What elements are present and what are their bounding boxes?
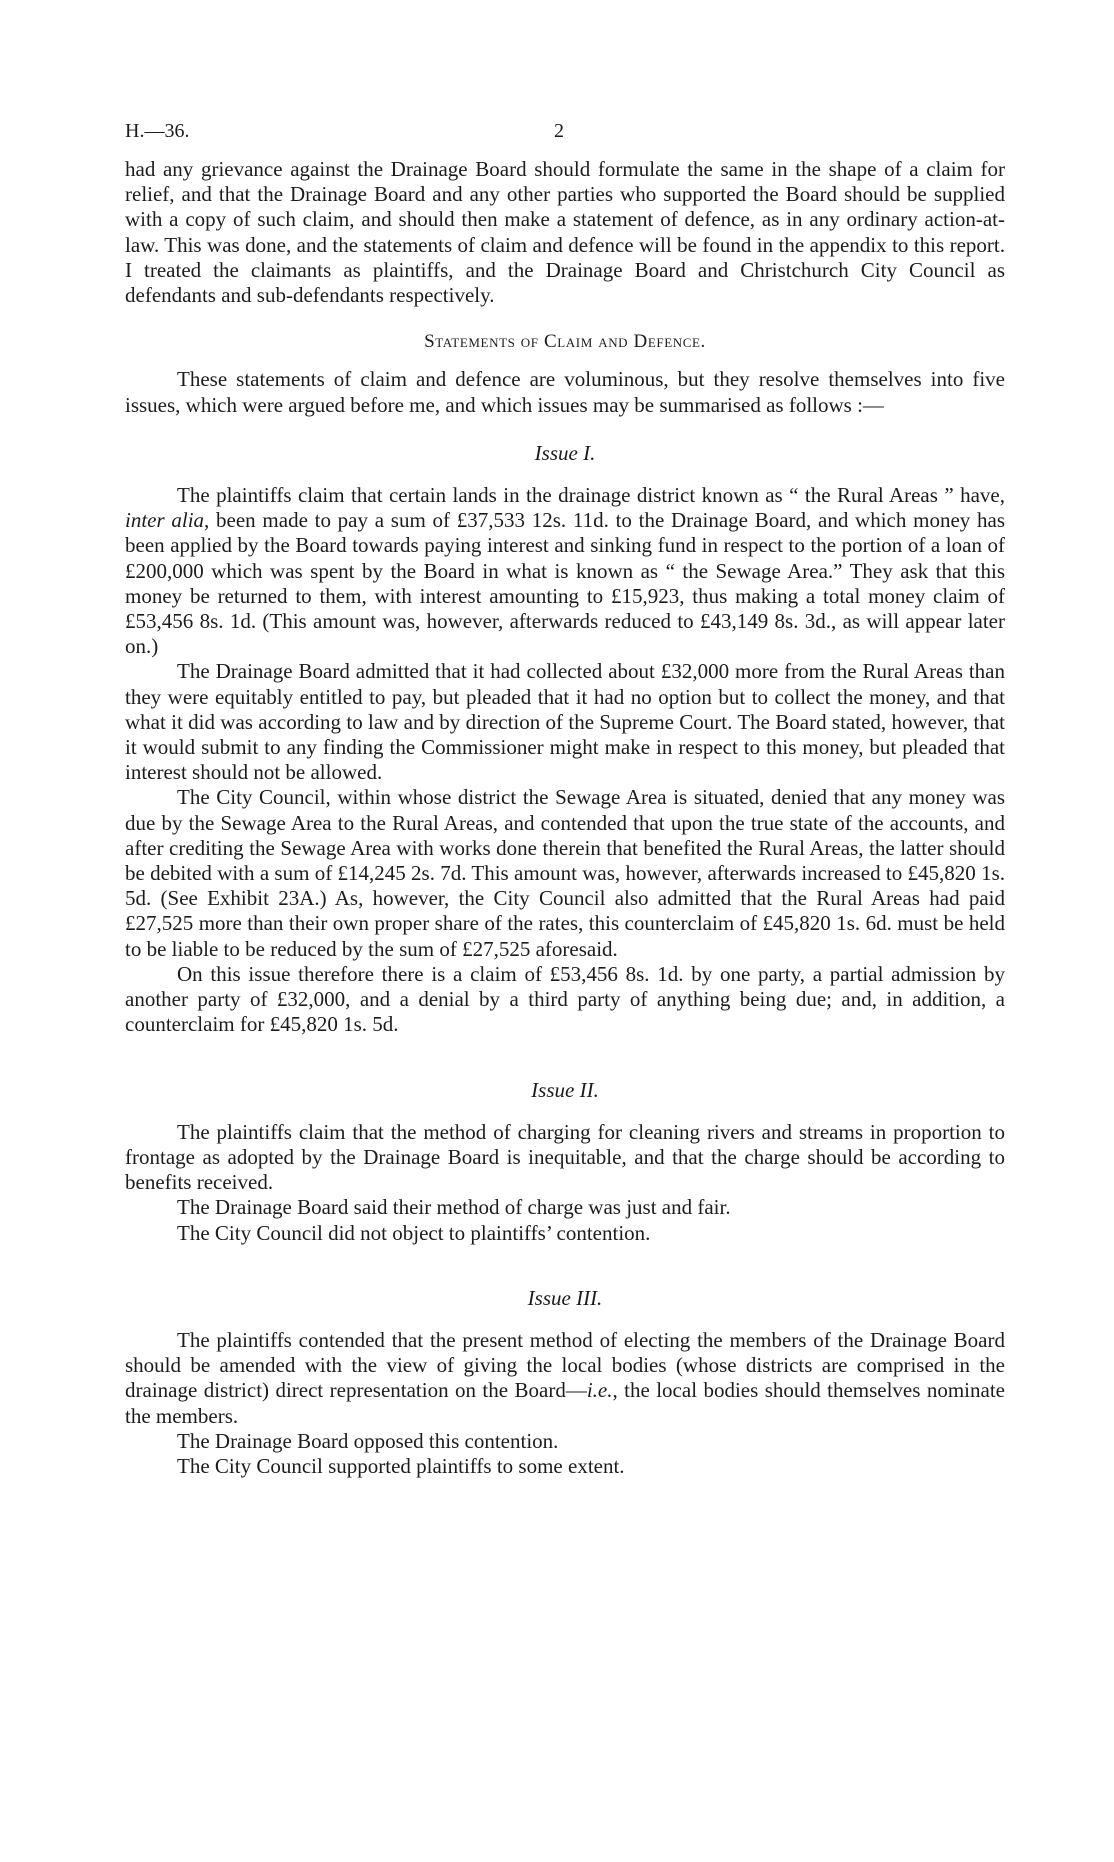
- issue-1-paragraph-4: On this issue therefore there is a claim of £53,456 8s. 1d. by one party, a partial admission by another party of £32,000, and a denial by a third party of anything being due; and, in addition, a counterclaim for £45,820 1s. 5d.: [125, 961, 1005, 1037]
- issue-1-p1-text-b: been made to pay a sum of £37,533 12s. 11d. to the Drainage Board, and which money has been applied by the Board towards paying interest and sinking fund in respect to the portion of a loan of £200,000 which was spent by the Board in what is known as “ the Sewage Area.” They ask that this money be returned to them, with interest amounting to £15,923, thus making a total money claim of £53,456 8s. 1d. (This amount was, however, afterwards reduced to £43,149 8s. 3d., as will appear later on.): [125, 508, 1005, 659]
- report-body: [125, 157, 1005, 1479]
- issue-2-paragraph-3: The City Council did not object to plaintiffs’ contention.: [177, 1220, 651, 1245]
- issue-1-heading: Issue I.: [534, 440, 596, 465]
- issue-1-p1-text-a: The plaintiffs claim that certain lands in the drainage district known as “ the Rural Areas ” have,: [177, 483, 1005, 508]
- issue-3-paragraph-1: [125, 1328, 1005, 1429]
- issue-3-heading: Issue III.: [527, 1285, 603, 1310]
- intro-paragraph: had any grievance against the Drainage Board should formulate the same in the shape of a claim for relief, and that the Drainage Board and any other parties who supported the Board should be supplied with a copy of such claim, and should then make a statement of defence, as in any ordinary action-at-law. This was done, and the statements of claim and defence will be found in the appendix to this report. I treated the claimants as plaintiffs, and the Drainage Board and Christchurch City Council as defendants and sub-defendants respectively.: [125, 157, 1005, 308]
- issue-1-paragraph-1: [125, 483, 1005, 659]
- issue-1-paragraph-2: The Drainage Board admitted that it had collected about £32,000 more from the Rural Areas than they were equitably entitled to pay, but pleaded that it had no option but to collect the money, and that what it did was according to law and by direction of the Supreme Court. The Board stated, however, that it would submit to any finding the Commissioner might make in respect to this money, but pleaded that interest should not be allowed.: [125, 659, 1005, 785]
- issue-2-heading: Issue II.: [531, 1077, 599, 1102]
- report-reference: H.—36.: [125, 120, 190, 142]
- issue-3-paragraph-3: The City Council supported plaintiffs to some extent.: [177, 1453, 625, 1478]
- issue-3-p1-text-b: , the local bodies should themselves nominate the members.: [125, 1378, 1005, 1428]
- issue-1-p1-latin-phrase: inter alia,: [125, 508, 210, 533]
- statements-paragraph: These statements of claim and defence are voluminous, but they resolve themselves into five issues, which were argued before me, and which issues may be summarised as follows :—: [125, 367, 1005, 417]
- issue-3-paragraph-2: The Drainage Board opposed this contention.: [177, 1428, 559, 1453]
- issue-3-p1-abbrev: i.e.: [586, 1378, 613, 1403]
- issue-3-p1-text-a: The plaintiffs contended that the present method of electing the members of the Drainage Board should be amended with the view of giving the local bodies (whose districts are comprised in the drainage district) direct representation on the Board—: [125, 1327, 1005, 1403]
- issue-1-paragraph-3: The City Council, within whose district the Sewage Area is situated, denied that any money was due by the Sewage Area to the Rural Areas, and contended that upon the true state of the accounts, and after crediting the Sewage Area with works done therein that benefited the Rural Areas, the latter should be debited with a sum of £14,245 2s. 7d. This amount was, however, afterwards increased to £45,820 1s. 5d. (See Exhibit 23A.) As, however, the City Council also admitted that the Rural Areas had paid £27,525 more than their own proper share of the rates, this counterclaim of £45,820 1s. 6d. must be held to be liable to be reduced by the sum of £27,525 aforesaid.: [125, 785, 1005, 961]
- section-heading-statements: Statements of Claim and Defence.: [424, 331, 706, 353]
- issue-2-paragraph-1: The plaintiffs claim that the method of charging for cleaning rivers and streams in proportion to frontage as adopted by the Drainage Board is inequitable, and that the charge should be according to benefits received.: [125, 1119, 1005, 1195]
- issue-2-paragraph-2: The Drainage Board said their method of charge was just and fair.: [177, 1195, 731, 1220]
- running-header: [125, 120, 1005, 146]
- page-number: 2: [554, 120, 564, 142]
